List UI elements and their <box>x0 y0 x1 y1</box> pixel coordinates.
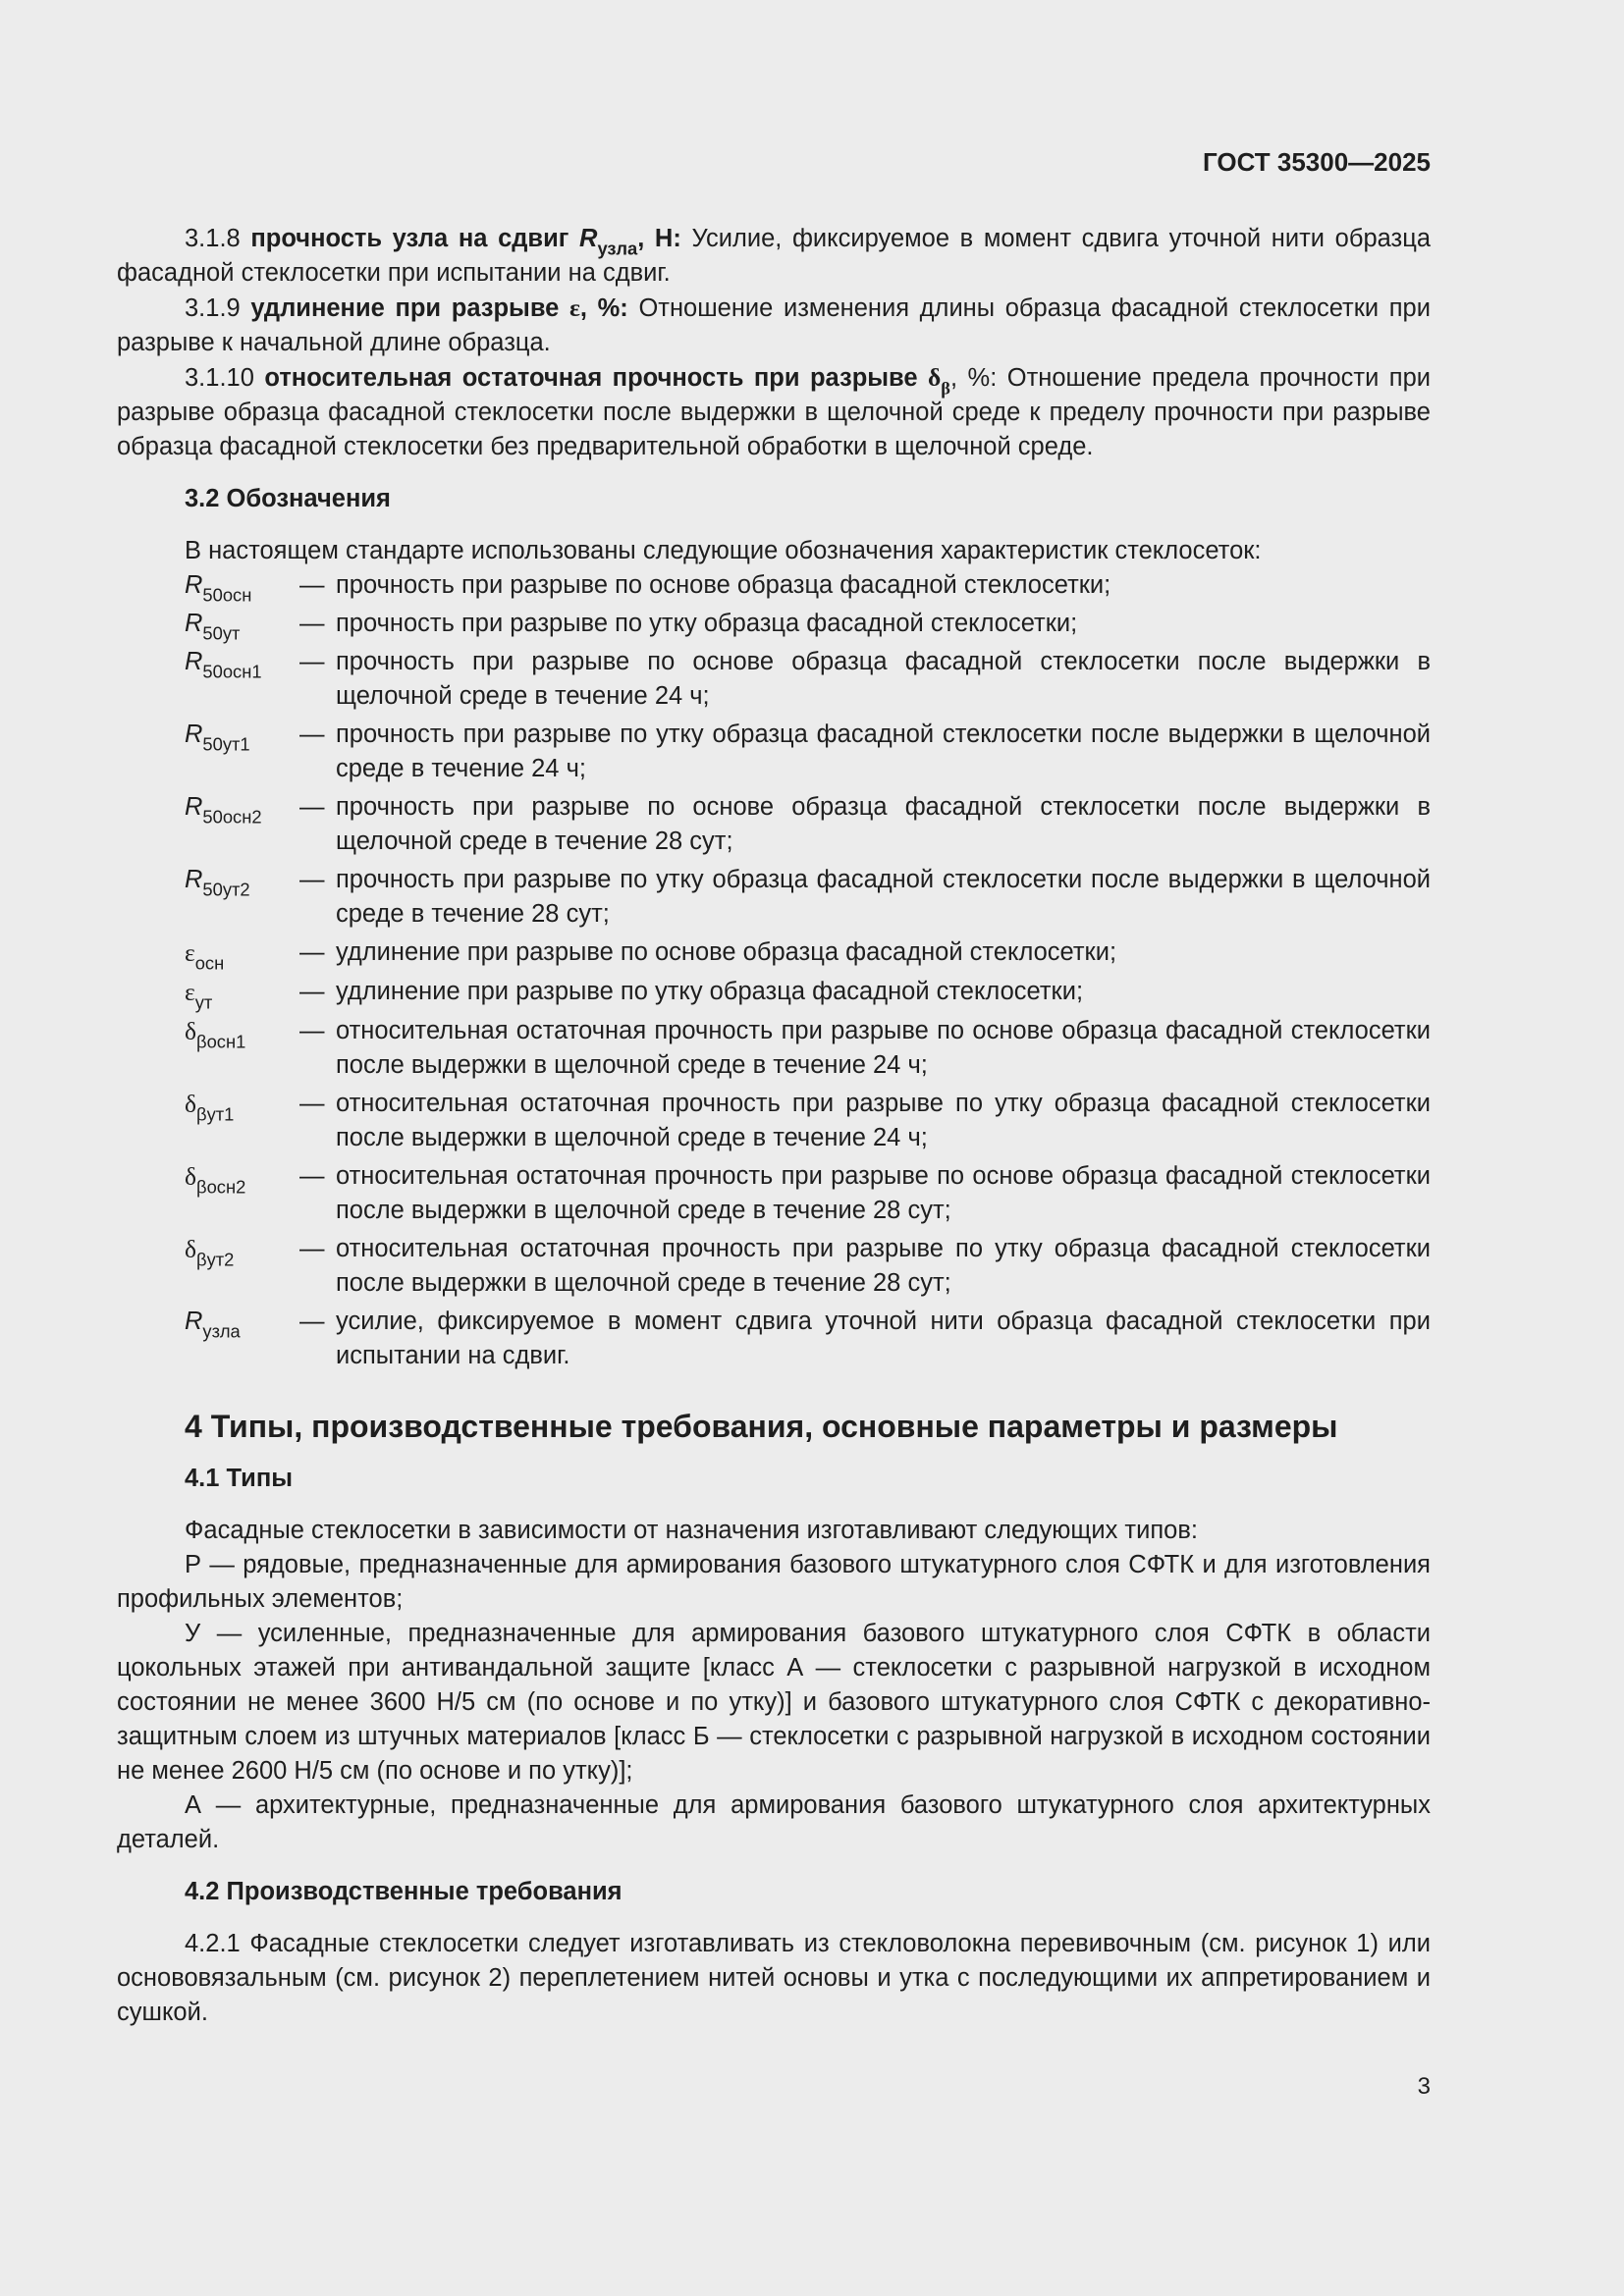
dash: — <box>299 648 325 675</box>
symbol-main: R <box>185 571 203 599</box>
dash: — <box>299 1308 325 1335</box>
clause-number: 3.1.8 <box>185 225 241 252</box>
symbol-subscript: βут2 <box>196 1249 235 1270</box>
symbol-label <box>185 607 299 644</box>
symbol-description: прочность при разрыве по утку образца фасадной стеклосетки после выдержки в щелочной среде в течение 28 сут; <box>336 866 1431 928</box>
unit: , %: <box>949 364 998 392</box>
definition-3-1-10 <box>117 360 1431 464</box>
section-heading-4: 4 Типы, производственные требования, основные параметры и размеры <box>185 1409 1338 1444</box>
symbol-description: прочность при разрыве по утку образца фасадной стеклосетки; <box>336 610 1078 637</box>
dash: — <box>299 1235 325 1262</box>
symbol-row <box>117 607 1431 644</box>
term: удлинение при разрыве <box>250 294 560 322</box>
production-requirements-paragraphs <box>117 1927 1431 2030</box>
symbol-label <box>185 1014 299 1052</box>
symbol-description: относительная остаточная прочность при разрыве по утку образца фасадной стеклосетки после выдержки в щелочной среде в течение 28 сут; <box>336 1235 1431 1297</box>
symbol-subscript: 50осн2 <box>202 806 262 828</box>
page-number: 3 <box>1417 2073 1431 2100</box>
dash: — <box>299 571 325 599</box>
symbol-main: δ <box>185 1017 197 1045</box>
symbol-row <box>117 863 1431 932</box>
paragraph: 4.2.1 Фасадные стеклосетки следует изготавливать из стекловолокна перевивочным (см. рисунок 1) или основовязальным (см. рисунок 2) переплетением нитей основы и утка с последующими их аппретированием и сушкой. <box>117 1930 1431 2026</box>
symbol-main: R <box>185 610 203 637</box>
paragraph: А — архитектурные, предназначенные для армирования базового штукатурного слоя архитектурных деталей. <box>117 1791 1431 1853</box>
symbols-intro: В настоящем стандарте использованы следующие обозначения характеристик стеклосеток: <box>185 537 1262 564</box>
symbol-label <box>185 718 299 755</box>
clause-number: 3.1.10 <box>185 364 254 392</box>
definition-3-1-9 <box>117 291 1431 360</box>
clause-number: 3.1.9 <box>185 294 241 322</box>
symbol-label <box>185 1159 299 1198</box>
dash: — <box>299 866 325 893</box>
symbol-row <box>117 718 1431 786</box>
dash: — <box>299 610 325 637</box>
symbol-subscript: βосн2 <box>196 1176 246 1198</box>
paragraph: У — усиленные, предназначенные для армирования базового штукатурного слоя СФТК в области цокольных этажей при антивандальной защите [класс А — стеклосетки с разрывной нагрузкой в исходном состоянии не менее 3600 Н/5 см (по основе и по утку)] и базового штукатурного слоя СФТК с декоративно-защитным слоем из штучных материалов [класс Б — стеклосетки с разрывной нагрузкой в исходном состоянии не менее 2600 Н/5 см (по основе и по утку)]; <box>117 1620 1431 1785</box>
symbol-row <box>117 790 1431 859</box>
unit: , %: <box>579 294 628 322</box>
symbol-subscript: осн <box>194 952 225 974</box>
symbol-label <box>185 568 299 606</box>
symbol-label <box>185 1087 299 1125</box>
symbol-label <box>185 863 299 900</box>
paragraph: Р — рядовые, предназначенные для армирования базового штукатурного слоя СФТК и для изготовления профильных элементов; <box>117 1551 1431 1613</box>
symbol-description: прочность при разрыве по утку образца фасадной стеклосетки после выдержки в щелочной среде в течение 24 ч; <box>336 721 1431 782</box>
symbol-row <box>117 1014 1431 1083</box>
symbol-description: усилие, фиксируемое в момент сдвига уточной нити образца фасадной стеклосетки при испытании на сдвиг. <box>336 1308 1431 1369</box>
symbol-subscript: 50осн <box>202 584 252 606</box>
dash: — <box>299 938 325 966</box>
unit: , Н: <box>637 225 681 252</box>
symbol-description: прочность при разрыве по основе образца фасадной стеклосетки после выдержки в щелочной среде в течение 28 сут; <box>336 793 1431 855</box>
symbol-main: R <box>185 1308 203 1335</box>
symbol-subscript: 50ут1 <box>202 733 250 755</box>
symbol-description: относительная остаточная прочность при разрыве по основе образца фасадной стеклосетки после выдержки в щелочной среде в течение 24 ч; <box>336 1017 1431 1079</box>
symbol-main: R <box>185 793 203 821</box>
definition-text: Отношение предела прочности при разрыве образца фасадной стеклосетки после выдержки в щелочной среде к пределу прочности при разрыве образца фасадной стеклосетки без предварительной обработки в щелочной среде. <box>117 364 1432 460</box>
symbol-main: ε <box>185 978 195 1006</box>
symbol-label <box>185 1305 299 1342</box>
symbol-row <box>117 568 1431 606</box>
symbol-description: прочность при разрыве по основе образца фасадной стеклосетки после выдержки в щелочной среде в течение 24 ч; <box>336 648 1431 710</box>
symbol-description: относительная остаточная прочность при разрыве по основе образца фасадной стеклосетки после выдержки в щелочной среде в течение 28 сут; <box>336 1162 1431 1224</box>
symbol-label <box>185 790 299 828</box>
term: прочность узла на сдвиг <box>250 225 569 252</box>
dash: — <box>299 721 325 748</box>
symbol-row <box>117 1087 1431 1155</box>
symbol-main: ε <box>185 938 195 967</box>
symbol-subscript: β <box>941 378 950 399</box>
dash: — <box>299 1162 325 1190</box>
symbol: ε <box>569 294 580 322</box>
paragraph: Фасадные стеклосетки в зависимости от назначения изготавливают следующих типов: <box>185 1517 1198 1544</box>
symbol-label <box>185 645 299 682</box>
types-paragraphs <box>117 1514 1431 1857</box>
symbol-main: δ <box>185 1162 197 1191</box>
symbol-row <box>117 935 1431 974</box>
definition-text: Усилие, фиксируемое в момент сдвига уточной нити образца фасадной стеклосетки при испытании на сдвиг. <box>117 225 1431 287</box>
symbol-row <box>117 645 1431 714</box>
dash: — <box>299 978 325 1005</box>
symbol-description: прочность при разрыве по основе образца фасадной стеклосетки; <box>336 571 1111 599</box>
symbol-label <box>185 1232 299 1270</box>
symbol-label <box>185 935 299 974</box>
symbol-subscript: узла <box>202 1320 241 1342</box>
symbol-label <box>185 975 299 1013</box>
symbol-main: R <box>185 721 203 748</box>
symbol-subscript: 50осн1 <box>202 661 262 682</box>
dash: — <box>299 1090 325 1117</box>
symbol: R <box>579 225 598 252</box>
definition-3-1-8 <box>117 222 1431 291</box>
symbol-description: удлинение при разрыве по утку образца фасадной стеклосетки; <box>336 978 1084 1005</box>
section-heading-4-2: 4.2 Производственные требования <box>185 1878 623 1905</box>
symbol-row <box>117 1159 1431 1228</box>
section-heading-4-1: 4.1 Типы <box>185 1465 293 1492</box>
symbol-main: R <box>185 866 203 893</box>
symbol-description: удлинение при разрыве по основе образца фасадной стеклосетки; <box>336 938 1117 966</box>
symbol-row <box>117 975 1431 1013</box>
dash: — <box>299 793 325 821</box>
symbol-subscript: узла <box>597 238 638 259</box>
symbol-subscript: ут <box>194 991 213 1013</box>
symbol-main: δ <box>185 1235 197 1263</box>
symbol-main: δ <box>185 1090 197 1118</box>
symbol-subscript: βосн1 <box>196 1031 246 1052</box>
symbol-description: относительная остаточная прочность при разрыве по утку образца фасадной стеклосетки после выдержки в щелочной среде в течение 24 ч; <box>336 1090 1431 1151</box>
symbols-list <box>117 568 1431 1373</box>
document-code: ГОСТ 35300—2025 <box>1203 147 1431 177</box>
symbol-row <box>117 1232 1431 1301</box>
dash: — <box>299 1017 325 1044</box>
symbol-row <box>117 1305 1431 1373</box>
symbol-subscript: 50ут2 <box>202 879 250 900</box>
definition-text: Отношение изменения длины образца фасадной стеклосетки при разрыве к начальной длине образца. <box>117 294 1431 356</box>
symbol-subscript: βут1 <box>196 1103 235 1125</box>
term: относительная остаточная прочность при разрыве <box>264 364 918 392</box>
symbol: δ <box>928 363 942 392</box>
page-content <box>117 222 1431 2030</box>
symbol-subscript: 50ут <box>202 622 241 644</box>
section-heading-3-2: 3.2 Обозначения <box>185 485 391 512</box>
symbol-main: R <box>185 648 203 675</box>
